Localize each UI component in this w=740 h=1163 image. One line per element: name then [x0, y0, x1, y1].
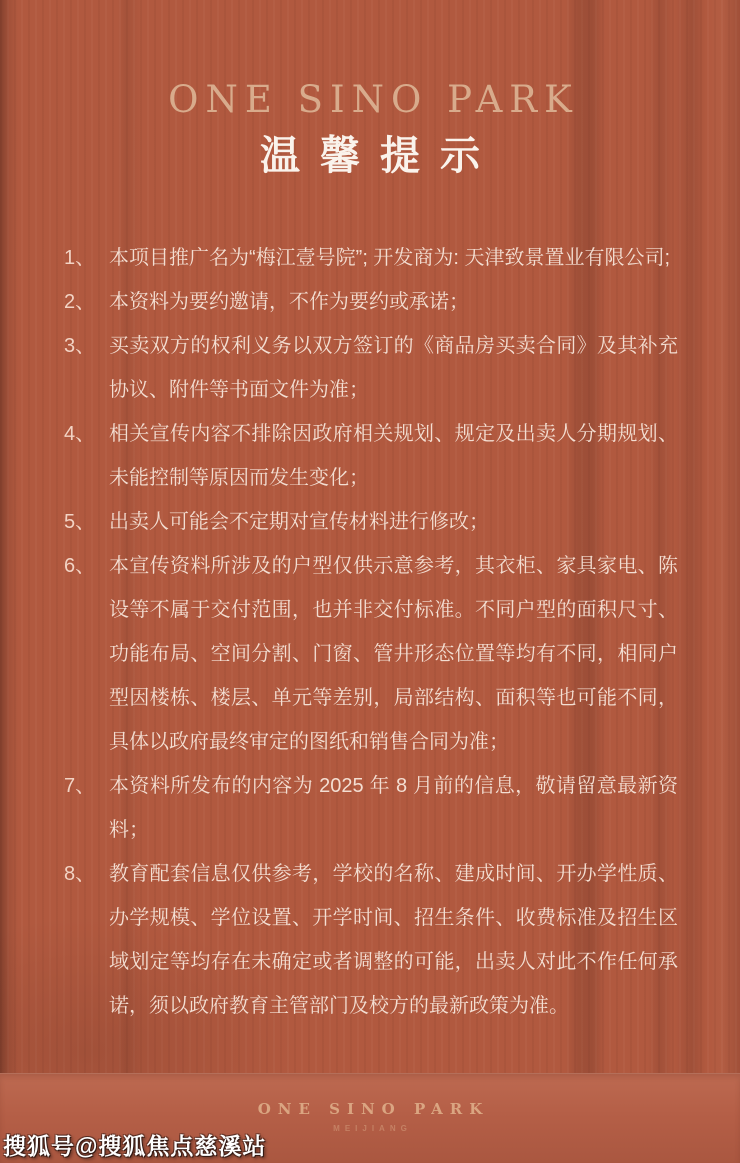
- notice-number: 7、: [64, 775, 96, 797]
- notice-number: 5、: [64, 511, 96, 533]
- notice-item: [64, 852, 678, 1028]
- notice-item: [64, 280, 678, 324]
- sohu-watermark: 搜狐号@搜狐焦点慈溪站: [3, 1133, 267, 1159]
- notice-item: [64, 500, 678, 544]
- notice-text: 买卖双方的权利义务以双方签订的《商品房买卖合同》及其补充协议、附件等书面文件为准；: [109, 335, 678, 401]
- footer-logotype: ONE SINO PARK: [257, 1100, 490, 1118]
- notice-item: [64, 412, 678, 500]
- notice-text: 本资料所发布的内容为 2025 年 8 月前的信息，敬请留意最新资料；: [109, 775, 678, 841]
- notice-number: 6、: [64, 555, 96, 577]
- notice-item: [64, 764, 678, 852]
- notice-item: [64, 236, 678, 280]
- notice-item: [64, 544, 678, 764]
- notice-number: 1、: [64, 247, 96, 269]
- notice-number: 2、: [64, 291, 96, 313]
- notice-text: 出卖人可能会不定期对宣传材料进行修改；: [109, 511, 489, 533]
- brand-logotype: ONE SINO PARK: [168, 78, 579, 121]
- notice-number: 8、: [64, 863, 96, 885]
- notice-number: 4、: [64, 423, 96, 445]
- notice-list: [64, 236, 678, 1028]
- notice-text: 相关宣传内容不排除因政府相关规划、规定及出卖人分期规划、未能控制等原因而发生变化；: [109, 423, 678, 489]
- footer-sublabel: MEIJIANG: [333, 1124, 412, 1133]
- notice-item: [64, 324, 678, 412]
- notice-text: 本项目推广名为“梅江壹号院”; 开发商为: 天津致景置业有限公司;: [109, 247, 671, 269]
- notice-text: 本宣传资料所涉及的户型仅供示意参考，其衣柜、家具家电、陈设等不属于交付范围，也并非交付标准。不同户型的面积尺寸、功能布局、空间分割、门窗、管井形态位置等均有不同，相同户型因楼栋、楼层、单元等差别，局部结构、面积等也可能不同，具体以政府最终审定的图纸和销售合同为准；: [109, 555, 678, 753]
- notice-text: 教育配套信息仅供参考，学校的名称、建成时间、开办学性质、办学规模、学位设置、开学时间、招生条件、收费标准及招生区域划定等均存在未确定或者调整的可能，出卖人对此不作任何承诺，须以政府教育主管部门及校方的最新政策为准。: [109, 863, 678, 1017]
- notice-number: 3、: [64, 335, 96, 357]
- notice-text: 本资料为要约邀请，不作为要约或承诺；: [109, 291, 469, 313]
- page-title: 温馨提示: [260, 134, 500, 178]
